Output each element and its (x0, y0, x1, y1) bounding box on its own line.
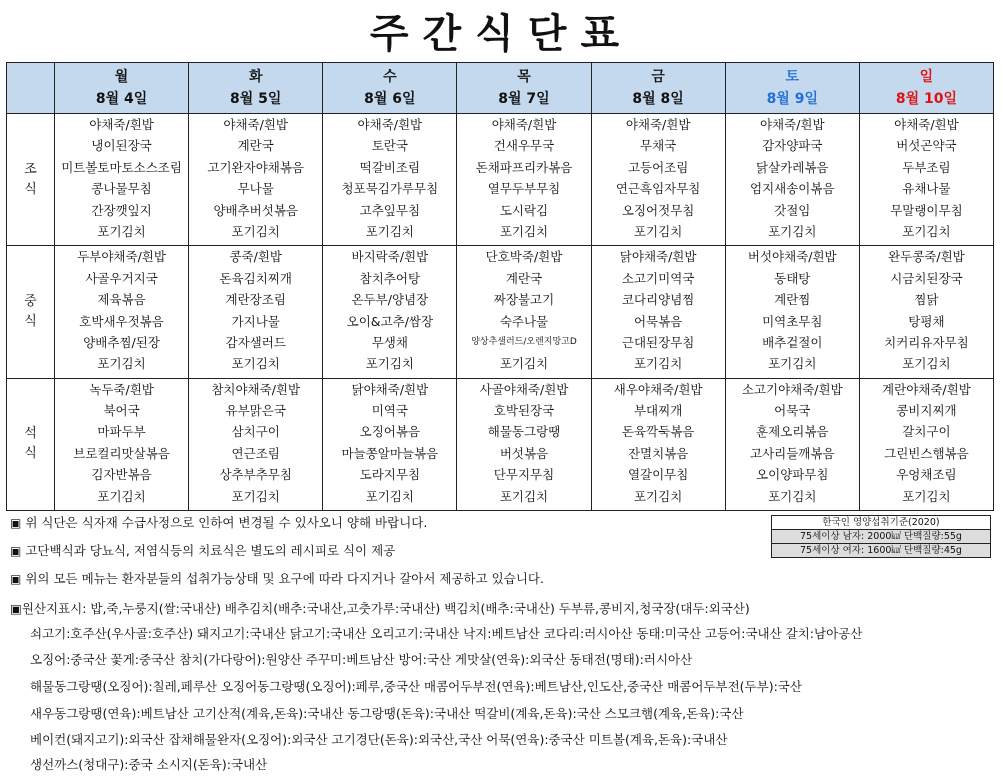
menu-item: 오이양파무침 (756, 467, 829, 483)
day-header (591, 63, 725, 114)
menu-item: 녹두죽/흰밥 (89, 381, 154, 397)
menu-item: 양배추찜/된장 (83, 334, 160, 350)
day-name: 일 (919, 69, 934, 85)
menu-item: 돈채파프리카볶음 (475, 159, 573, 175)
menu-item: 포기김치 (231, 488, 280, 504)
menu-item: 어묵볶음 (633, 313, 683, 329)
menu-cell (323, 114, 457, 246)
meal-label-char: 식 (24, 446, 37, 462)
menu-item: 무채국 (640, 138, 677, 154)
note-1 (10, 515, 770, 543)
bullet-icon: ▣ (10, 544, 22, 558)
menu-item: 콩죽/흰밥 (229, 249, 282, 265)
menu-item: 사골야채죽/흰밥 (479, 381, 569, 397)
menu-item: 삼치구이 (231, 424, 280, 440)
day-date: 8월 10일 (895, 91, 957, 107)
menu-item: 포기김치 (499, 224, 549, 240)
menu-item: 바지락죽/흰밥 (351, 249, 429, 265)
meal-label-char: 식 (24, 181, 37, 197)
note-text: 위의 모든 메뉴는 환자분들의 섭취가능상태 및 요구에 따라 다지거나 갈아서 제공하고 있습니다. (25, 571, 544, 586)
menu-item: 고기완자야채볶음 (207, 159, 305, 175)
menu-item: 사골우거지국 (85, 270, 158, 286)
menu-item: 감자샐러드 (225, 334, 286, 350)
menu-item: 가지나물 (231, 313, 280, 329)
menu-item: 근대된장무침 (621, 334, 695, 350)
menu-item: 포기김치 (231, 224, 280, 240)
menu-cell (457, 114, 591, 246)
menu-item: 야채죽/흰밥 (223, 117, 288, 132)
menu-item: 포기김치 (902, 224, 951, 240)
menu-item: 떡갈비조림 (359, 159, 421, 175)
meal-label-char: 석 (24, 426, 37, 442)
menu-item: 청포묵김가루무침 (341, 181, 439, 197)
menu-item: 콩비지찌개 (896, 403, 957, 419)
day-header (859, 63, 993, 114)
nutrition-standard-box (771, 515, 991, 558)
standard-title: 한국인 영양섭취기준(2020) (772, 516, 990, 530)
menu-item: 포기김치 (365, 488, 414, 504)
menu-item: 양상추샐러드/오렌지망고D (471, 336, 577, 347)
weekly-menu-table (6, 62, 994, 511)
menu-item: 포기김치 (633, 488, 683, 504)
menu-item: 간장깻잎지 (91, 202, 152, 218)
meal-label (7, 246, 55, 378)
day-date: 8월 5일 (230, 91, 282, 107)
menu-item: 브로컬리맛살볶음 (73, 445, 170, 461)
meal-row (7, 246, 994, 378)
day-header (323, 63, 457, 114)
menu-item: 갈치구이 (902, 424, 951, 440)
menu-item: 야채죽/흰밥 (357, 117, 423, 132)
menu-item: 짜장불고기 (493, 292, 555, 308)
menu-item: 포기김치 (902, 356, 951, 372)
origin-line: 해물동그랑땡(오징어):칠레,페루산 오징어동그랑땡(오징어):페루,중국산 매콤어두부전(연육):베트남산,인도산,중국산 매콤어두부전(두부):국산 (30, 679, 802, 694)
menu-item: 유채나물 (902, 181, 951, 197)
menu-item: 마늘쫑알마늘볶음 (341, 445, 439, 461)
menu-item: 훈제오리볶음 (756, 424, 829, 440)
menu-item: 어묵국 (774, 403, 811, 419)
menu-item: 건새우무국 (493, 138, 555, 154)
menu-item: 단무지무침 (493, 467, 555, 483)
standard-male: 75세이상 남자: 2000㎉ 단백질량:55g (772, 530, 990, 544)
menu-item: 야채죽/흰밥 (89, 117, 154, 132)
menu-item: 갓절임 (774, 202, 811, 218)
menu-cell (725, 378, 859, 510)
menu-item: 포기김치 (633, 224, 683, 240)
note-3 (10, 571, 770, 599)
day-name: 화 (248, 69, 263, 85)
menu-item: 계란국 (505, 270, 543, 286)
menu-cell (457, 246, 591, 378)
header-corner (7, 63, 55, 114)
menu-item: 숙주나물 (499, 313, 549, 329)
origin-title-text: 원산지표시: 밥,죽,누룽지(쌀:국내산) 배추김치(배추:국내산,고춧가루:국내산) 백김치(배추:국내산) 두부류,콩비지,청국장(대두:외국산) (21, 601, 750, 616)
menu-cell (323, 378, 457, 510)
menu-cell (55, 378, 189, 510)
menu-item: 미역초무침 (762, 313, 823, 329)
meal-row (7, 378, 994, 510)
note-2 (10, 543, 770, 571)
menu-item: 버섯곤약국 (896, 138, 957, 154)
menu-item: 버섯볶음 (499, 445, 549, 461)
meal-row (7, 114, 994, 246)
menu-item: 마파두부 (97, 424, 146, 440)
menu-item: 무말랭이무침 (890, 202, 963, 218)
menu-item: 포기김치 (499, 488, 549, 504)
menu-item: 소고기미역국 (621, 270, 695, 286)
menu-item: 닭야채죽/흰밥 (619, 249, 697, 265)
menu-item: 오징어젓무침 (621, 202, 695, 218)
menu-cell (859, 114, 993, 246)
meal-label-char: 조 (24, 161, 37, 177)
menu-item: 무나물 (237, 181, 274, 197)
menu-item: 포기김치 (97, 488, 146, 504)
meal-label (7, 114, 55, 246)
menu-cell (859, 378, 993, 510)
menu-item: 포기김치 (633, 356, 683, 372)
menu-item: 미트볼토마토소스조림 (61, 159, 182, 175)
menu-item: 치커리유자무침 (884, 334, 969, 350)
menu-item: 탕평채 (908, 313, 945, 329)
menu-item: 고등어조림 (627, 159, 689, 175)
day-name: 토 (785, 69, 800, 85)
menu-item: 단호박죽/흰밥 (485, 249, 563, 265)
menu-item: 계란국 (237, 138, 274, 154)
bullet-icon: ▣ (10, 516, 22, 530)
menu-cell (725, 114, 859, 246)
menu-item: 열무두부무침 (487, 181, 561, 197)
menu-item: 계란야채죽/흰밥 (882, 381, 971, 397)
menu-item: 포기김치 (97, 224, 146, 240)
menu-item: 온두부/양념장 (351, 292, 429, 308)
menu-cell (591, 114, 725, 246)
day-name: 목 (517, 69, 531, 85)
day-date: 8월 7일 (498, 91, 550, 107)
menu-item: 엄지새송이볶음 (750, 181, 835, 197)
menu-item: 양배추버섯볶음 (213, 202, 298, 218)
menu-item: 오징어볶음 (359, 424, 421, 440)
menu-item: 시금치된장국 (890, 270, 963, 286)
menu-item: 고사리들깨볶음 (750, 445, 835, 461)
menu-item: 완두콩죽/흰밥 (888, 249, 965, 265)
menu-item: 오이&고추/쌈장 (346, 313, 434, 329)
menu-item: 버섯야채죽/흰밥 (747, 249, 837, 265)
day-name: 월 (114, 69, 129, 85)
menu-item: 포기김치 (365, 356, 414, 372)
menu-item: 포기김치 (768, 224, 817, 240)
menu-item: 닭야채죽/흰밥 (351, 381, 429, 397)
menu-item: 야채죽/흰밥 (759, 117, 825, 132)
menu-cell (457, 378, 591, 510)
bullet-icon: ▣ (10, 601, 22, 616)
day-date: 8월 9일 (766, 91, 818, 107)
menu-cell (189, 114, 323, 246)
menu-cell (189, 246, 323, 378)
menu-cell (55, 246, 189, 378)
standard-female: 75세이상 여자: 1600㎉ 단백질량:45g (772, 544, 990, 557)
menu-item: 김자반볶음 (91, 467, 152, 483)
menu-item: 포기김치 (768, 488, 817, 504)
menu-cell (591, 246, 725, 378)
menu-item: 닭살카레볶음 (756, 159, 829, 175)
menu-cell (55, 114, 189, 246)
menu-cell (859, 246, 993, 378)
menu-item: 두부야채죽/흰밥 (77, 249, 166, 265)
menu-item: 포기김치 (768, 356, 817, 372)
page-title: 주간식단표 (369, 11, 634, 57)
menu-item: 코다리양념찜 (621, 292, 695, 308)
day-header (725, 63, 859, 114)
menu-item: 소고기야채죽/흰밥 (741, 381, 843, 397)
menu-item: 도라지무침 (359, 467, 421, 483)
menu-cell (189, 378, 323, 510)
menu-item: 해물동그랑땡 (487, 424, 561, 440)
origin-line: 새우동그랑땡(연육):베트남산 고기산적(계육,돈육):국내산 동그랑땡(돈육):국내산 떡갈비(계육,돈육):국산 스모크햄(계육,돈육):국산 (30, 706, 744, 721)
menu-item: 토란국 (371, 138, 408, 154)
day-date: 8월 8일 (632, 91, 684, 107)
menu-item: 부대찌개 (633, 403, 683, 419)
meal-label-char: 중 (24, 293, 37, 309)
menu-item: 유부맑은국 (225, 403, 286, 419)
day-name: 금 (651, 69, 665, 85)
day-header (457, 63, 591, 114)
origin-title (10, 599, 770, 627)
menu-item: 미역국 (371, 403, 408, 419)
origin-line: 베이컨(돼지고기):외국산 잡채해물완자(오징어):외국산 고기경단(돈육):외국산,국산 어묵(연육):중국산 미트볼(계육,돈육):국내산 (30, 732, 728, 747)
menu-item: 포기김치 (231, 356, 280, 372)
menu-item: 포기김치 (902, 488, 951, 504)
menu-item: 돈육깍둑볶음 (621, 424, 695, 440)
origin-line: 생선까스(청대구):중국 소시지(돈육):국내산 (30, 757, 268, 772)
menu-item: 연근흑임자무침 (615, 181, 701, 197)
menu-item: 상추부추무침 (219, 467, 292, 483)
menu-item: 찜닭 (914, 292, 939, 308)
menu-item: 포기김치 (97, 356, 146, 372)
menu-item: 계란장조림 (225, 292, 286, 308)
menu-cell (591, 378, 725, 510)
menu-item: 야채죽/흰밥 (491, 117, 557, 132)
note-text: 위 식단은 식자재 수급사정으로 인하여 변경될 수 있사오니 양해 바랍니다. (25, 515, 428, 530)
menu-item: 우엉채조림 (896, 467, 957, 483)
menu-item: 북어국 (103, 403, 140, 419)
menu-item: 연근조림 (231, 445, 280, 461)
menu-item: 고추잎무침 (359, 202, 421, 218)
day-header (189, 63, 323, 114)
menu-item: 두부조림 (902, 159, 951, 175)
menu-item: 야채죽/흰밥 (894, 117, 959, 132)
menu-item: 열갈이무침 (627, 467, 689, 483)
menu-item: 계란찜 (774, 292, 811, 308)
menu-item: 포기김치 (499, 356, 549, 372)
origin-line: 쇠고기:호주산(우사골:호주산) 돼지고기:국내산 닭고기:국내산 오리고기:국내산 낙지:베트남산 코다리:러시아산 동태:미국산 고등어:국내산 갈치:남아공산 (30, 626, 863, 641)
menu-item: 콩나물무침 (91, 181, 152, 197)
meal-label (7, 378, 55, 510)
menu-item: 호박새우젓볶음 (79, 313, 164, 329)
menu-item: 호박된장국 (493, 403, 555, 419)
menu-item: 참치추어탕 (359, 270, 421, 286)
header-row (7, 63, 994, 114)
menu-item: 냉이된장국 (91, 138, 152, 154)
menu-item: 그린빈스햄볶음 (884, 445, 969, 461)
menu-item: 제육볶음 (97, 292, 146, 308)
bullet-icon: ▣ (10, 572, 22, 586)
menu-item: 동태탕 (774, 270, 811, 286)
day-date: 8월 6일 (364, 91, 416, 107)
notes (10, 515, 770, 627)
day-date: 8월 4일 (95, 91, 148, 107)
menu-item: 새우야채죽/흰밥 (613, 381, 703, 397)
menu-item: 돈육김치찌개 (219, 270, 292, 286)
menu-cell (725, 246, 859, 378)
menu-item: 포기김치 (365, 224, 414, 240)
menu-cell (323, 246, 457, 378)
menu-item: 야채죽/흰밥 (625, 117, 691, 132)
meal-label-char: 식 (24, 313, 37, 329)
day-header (55, 63, 189, 114)
menu-item: 도시락김 (499, 202, 549, 218)
note-text: 고단백식과 당뇨식, 저염식등의 치료식은 별도의 레시피로 식이 제공 (25, 543, 396, 558)
menu-item: 잔멸치볶음 (627, 445, 689, 461)
menu-item: 무생채 (371, 334, 408, 350)
origin-line: 오징어:중국산 꽃게:중국산 참치(가다랑어):원양산 주꾸미:베트남산 방어:국산 게맛살(연육):외국산 동태전(명태):러시아산 (30, 652, 693, 667)
menu-item: 감자양파국 (762, 138, 823, 154)
menu-item: 참치야채죽/흰밥 (211, 381, 301, 397)
menu-item: 배추겉절이 (762, 334, 823, 350)
day-name: 수 (383, 69, 397, 85)
